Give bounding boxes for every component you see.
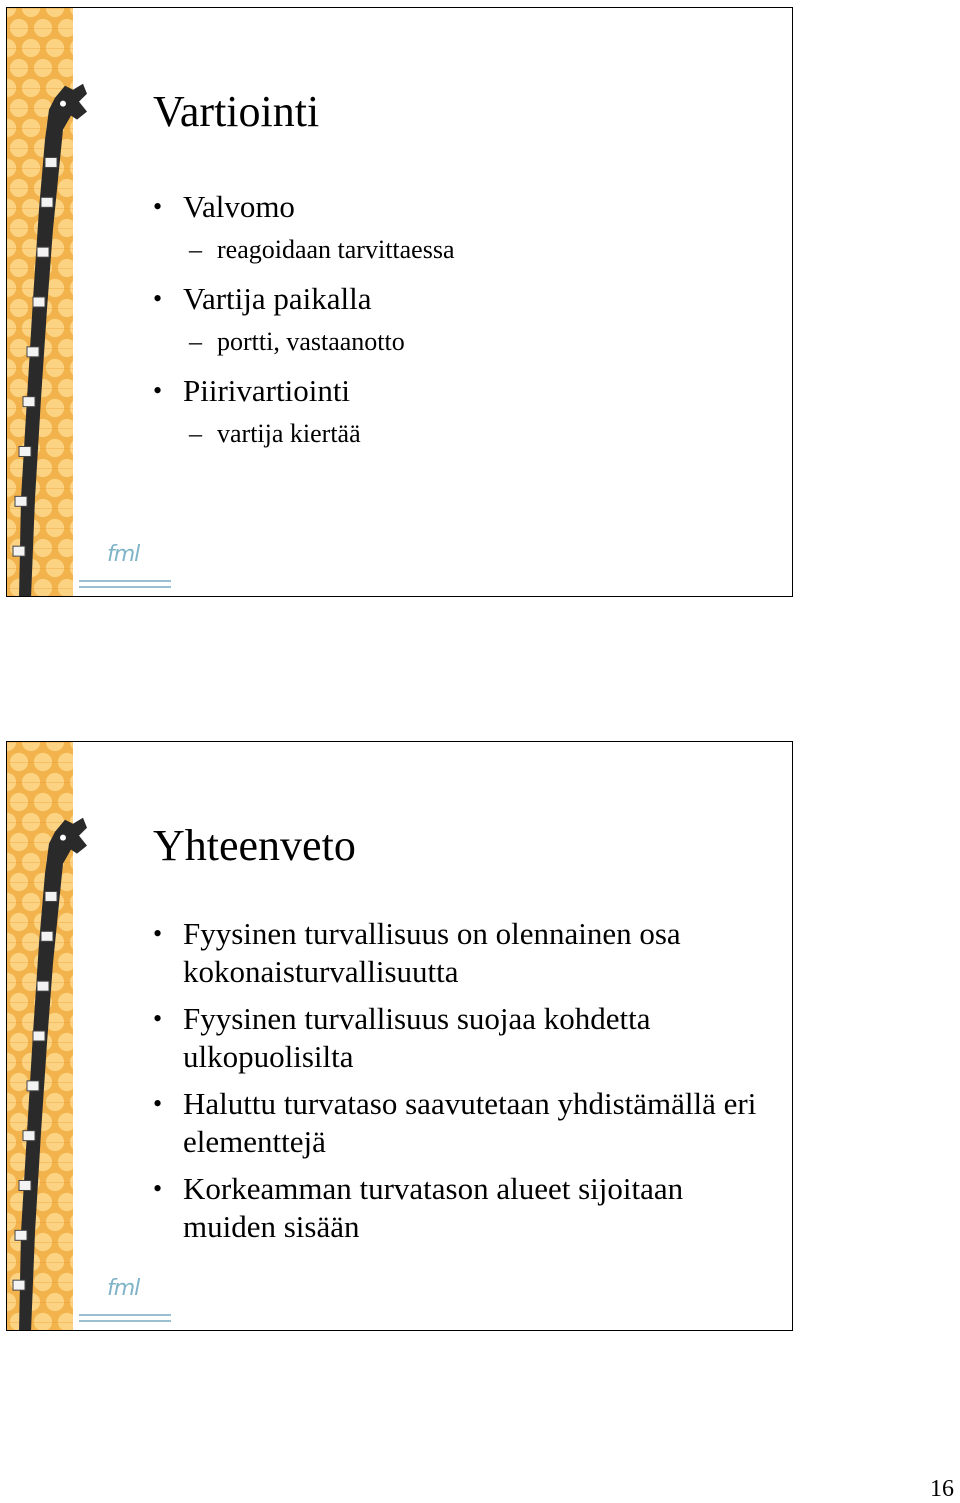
slide-2 (6, 741, 793, 1331)
slide-1 (6, 7, 793, 597)
bullet-item: • Korkeamman turvatason alueet sijoitaan muiden sisään (153, 1170, 773, 1246)
bullet-list (153, 915, 773, 1255)
bullet-item: • Valvomo (153, 188, 773, 226)
sub-bullet-item: – portti, vastaanotto (153, 326, 773, 358)
giraffe-icon (7, 742, 107, 1330)
bullet-item: • Vartija paikalla (153, 280, 773, 318)
sub-bullet-item: – reagoidaan tarvittaessa (153, 234, 773, 266)
page-number: 16 (930, 1476, 954, 1502)
bullet-item: • Fyysinen turvallisuus on olennainen osa kokonaisturvallisuutta (153, 915, 773, 991)
bullet-item: • Fyysinen turvallisuus suojaa kohdetta ulkopuolisilta (153, 1000, 773, 1076)
giraffe-icon (7, 8, 107, 596)
bullet-list (153, 188, 773, 464)
slide-title: Vartiointi (153, 87, 320, 136)
slide-title: Yhteenveto (153, 821, 356, 870)
bullet-item: • Piirivartiointi (153, 372, 773, 410)
bullet-item: • Haluttu turvataso saavutetaan yhdistämällä eri elementtejä (153, 1085, 773, 1161)
fml-logo: fml (79, 542, 174, 592)
sub-bullet-item: – vartija kiertää (153, 418, 773, 450)
fml-logo: fml (79, 1276, 174, 1326)
